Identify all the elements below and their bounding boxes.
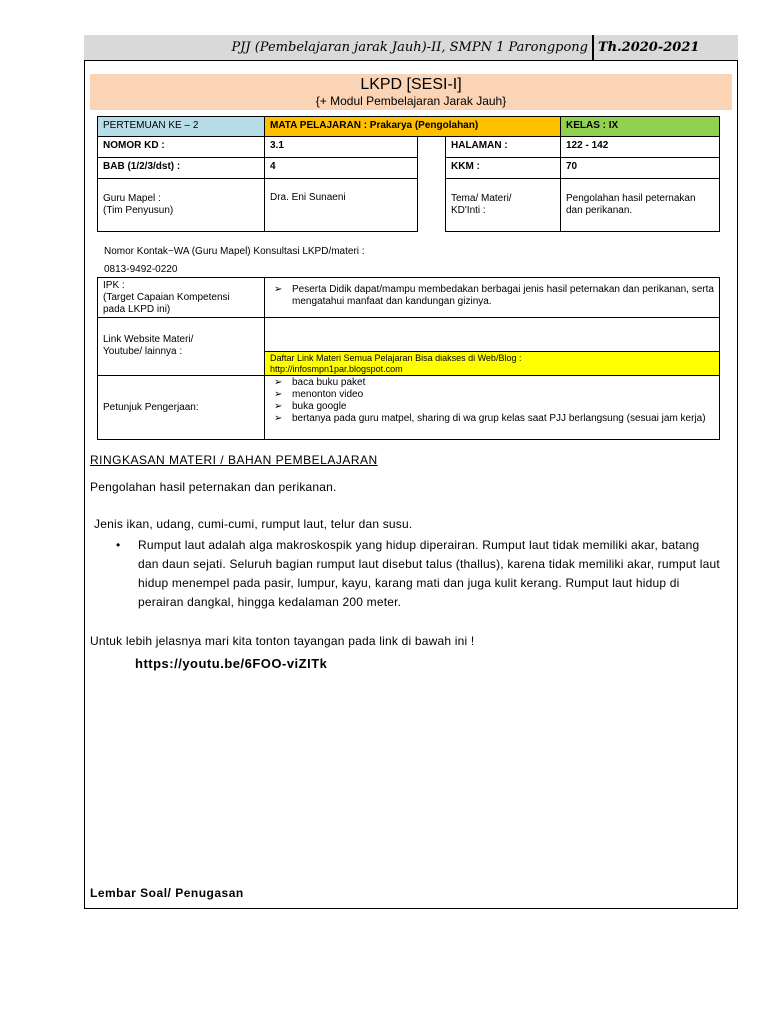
- halaman-cell: [560, 136, 720, 158]
- link-note-cell: [264, 351, 720, 376]
- header-divider: [592, 35, 594, 61]
- arrow-bullet-icon: ➢: [274, 377, 283, 388]
- header-year: Th.2020-2021: [598, 40, 700, 55]
- mapel-text: MATA PELAJARAN : Prakarya (Pengolahan): [270, 120, 479, 131]
- ipk-label-line1: IPK :: [103, 280, 125, 291]
- guru-label-line1: Guru Mapel :: [103, 193, 161, 204]
- petunjuk-item: [270, 377, 714, 389]
- tema-label-line1: Tema/ Materi/: [451, 193, 512, 204]
- kkm-value: 70: [566, 161, 578, 172]
- arrow-bullet-icon: ➢: [274, 401, 283, 412]
- petunjuk-item: [270, 389, 714, 401]
- nomor-kd-cell: [264, 136, 418, 158]
- guru-label-line2: (Tim Penyusun): [103, 205, 174, 216]
- lkpd-banner: [90, 74, 732, 110]
- petunjuk-list: [270, 377, 714, 425]
- guru-label-cell: [97, 178, 265, 232]
- guru-value: Dra. Eni Sunaeni: [270, 192, 346, 203]
- tema-cell: [560, 178, 720, 232]
- bab-label-cell: [97, 157, 265, 179]
- lkpd-subtitle: {+ Modul Pembelajaran Jarak Jauh}: [315, 94, 507, 108]
- nomor-kd-value: 3.1: [270, 140, 284, 151]
- youtube-link[interactable]: https://youtu.be/6FOO-viZITk: [135, 656, 328, 671]
- ringkasan-intro: Pengolahan hasil peternakan dan perikanan.: [90, 480, 337, 494]
- header-title: PJJ (Pembelajaran jarak Jauh)-II, SMPN 1 Parongpong: [231, 40, 588, 55]
- pertemuan-text: PERTEMUAN KE – 2: [103, 120, 199, 131]
- ipk-cell: [264, 277, 720, 318]
- pertemuan-cell: [97, 116, 265, 137]
- nomor-kd-label: NOMOR KD :: [103, 140, 165, 151]
- ringkasan-jenis: Jenis ikan, udang, cumi-cumi, rumput laut, telur dan susu.: [94, 517, 413, 531]
- petunjuk-item: [270, 401, 714, 413]
- kelas-cell: [560, 116, 720, 137]
- petunjuk-text: buka google: [292, 401, 347, 412]
- blog-link[interactable]: http://infosmpn1par.blogspot.com: [270, 364, 403, 374]
- lkpd-title: LKPD [SESI-I]: [360, 76, 462, 93]
- contact-label: Nomor Kontak~WA (Guru Mapel) Konsultasi LKPD/materi :: [104, 246, 365, 257]
- guru-cell: [264, 178, 418, 232]
- ipk-label-line2: (Target Capaian Kompetensi: [103, 292, 230, 303]
- ringkasan-outro: Untuk lebih jelasnya mari kita tonton tayangan pada link di bawah ini !: [90, 634, 475, 648]
- ipk-item: [270, 284, 714, 308]
- ipk-list: [270, 284, 714, 308]
- halaman-label-cell: [445, 136, 561, 158]
- mapel-cell: [264, 116, 561, 137]
- arrow-bullet-icon: ➢: [274, 389, 283, 400]
- tema-label-cell: [445, 178, 561, 232]
- bab-value: 4: [270, 161, 276, 172]
- kelas-text: KELAS : IX: [566, 120, 619, 131]
- petunjuk-item: [270, 413, 714, 425]
- kkm-label-cell: [445, 157, 561, 179]
- link-label-cell: [97, 317, 265, 376]
- kkm-label: KKM :: [451, 161, 480, 172]
- ipk-label-line3: pada LKPD ini): [103, 304, 171, 315]
- contact-number: 0813-9492-0220: [104, 264, 178, 275]
- nomor-kd-label-cell: [97, 136, 265, 158]
- lembar-soal-heading: Lembar Soal/ Penugasan: [90, 886, 244, 900]
- link-label-line2: Youtube/ lainnya :: [103, 346, 183, 357]
- ipk-text: Peserta Didik dapat/mampu membedakan berbagai jenis hasil peternakan dan perikanan, serta mengatahui manfaat dan kandungan gizinya.: [292, 284, 714, 307]
- ringkasan-bullet: Rumput laut adalah alga makroskospik yang hidup diperairan. Rumput laut tidak memiliki akar, batang dan daun sejati. Seluruh bagian rumput laut disebut talus (thallus), karena tidak memiliki akar, rumput laut hidup menempel pada pasir, lumpur, kayu, karang mati dan juga kulit kerang. Rumput laut hidup di perairan dangkal, hingga kedalaman 200 meter.: [138, 538, 720, 609]
- link-label-line1: Link Website Materi/: [103, 334, 194, 345]
- bab-label: BAB (1/2/3/dst) :: [103, 161, 181, 172]
- bullet-dot-icon: •: [116, 538, 121, 552]
- petunjuk-text: bertanya pada guru matpel, sharing di wa grup kelas saat PJJ berlangsung (sesuai jam kerja): [292, 413, 706, 424]
- halaman-label: HALAMAN :: [451, 140, 508, 151]
- halaman-value: 122 - 142: [566, 140, 609, 151]
- ipk-label-cell: [97, 277, 265, 318]
- kkm-cell: [560, 157, 720, 179]
- arrow-bullet-icon: ➢: [274, 284, 283, 295]
- tema-value: Pengolahan hasil peternakan dan perikanan.: [566, 193, 696, 216]
- ringkasan-heading: RINGKASAN MATERI / BAHAN PEMBELAJARAN: [90, 453, 378, 467]
- petunjuk-text: baca buku paket: [292, 377, 366, 388]
- petunjuk-cell: [264, 375, 720, 440]
- petunjuk-text: menonton video: [292, 389, 364, 400]
- tema-label-line2: KD'Inti :: [451, 205, 486, 216]
- link-empty-cell: [264, 317, 720, 352]
- petunjuk-label-cell: [97, 375, 265, 440]
- petunjuk-label: Petunjuk Pengerjaan:: [103, 402, 199, 413]
- bab-cell: [264, 157, 418, 179]
- arrow-bullet-icon: ➢: [274, 413, 283, 424]
- link-note: Daftar Link Materi Semua Pelajaran Bisa diakses di Web/Blog :: [270, 353, 522, 363]
